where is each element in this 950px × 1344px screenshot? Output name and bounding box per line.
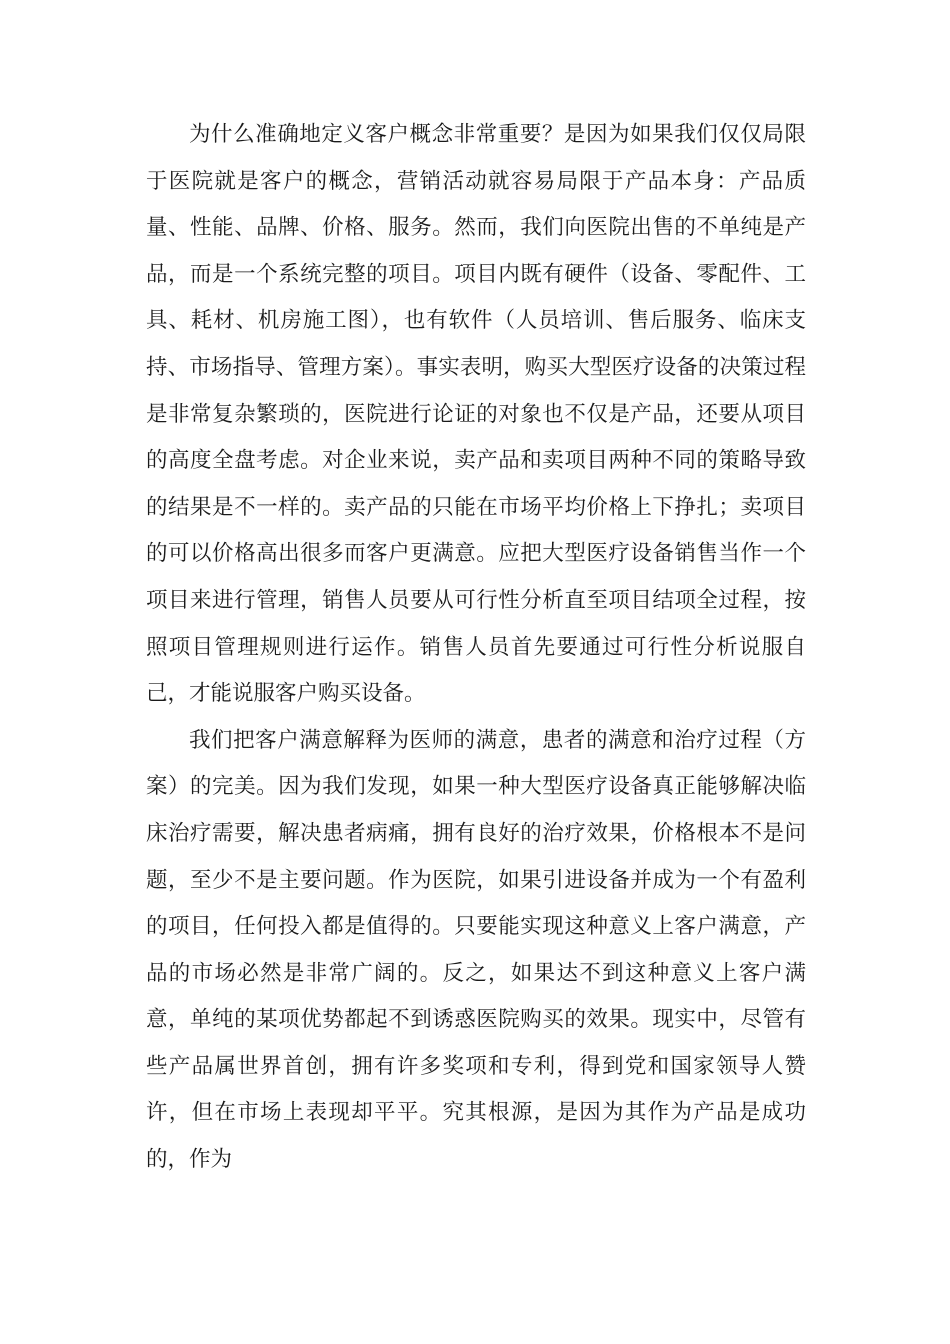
- paragraph-1: 为什么准确地定义客户概念非常重要？是因为如果我们仅仅局限于医院就是客户的概念，营销活动就容易局限于产品本身：产品质量、性能、品牌、价格、服务。然而，我们向医院出售的不单纯是产品，而是一个系统完整的项目。项目内既有硬件（设备、零配件、工具、耗材、机房施工图），也有软件（人员培训、售后服务、临床支持、市场指导、管理方案）。事实表明，购买大型医疗设备的决策过程是非常复杂繁琐的，医院进行论证的对象也不仅是产品，还要从项目的高度全盘考虑。对企业来说，卖产品和卖项目两种不同的策略导致的结果是不一样的。卖产品的只能在市场平均价格上下挣扎；卖项目的可以价格高出很多而客户更满意。应把大型医疗设备销售当作一个项目来进行管理，销售人员要从可行性分析直至项目结项全过程，按照项目管理规则进行运作。销售人员首先要通过可行性分析说服自己，才能说服客户购买设备。: [146, 122, 806, 707]
- document-page: [146, 112, 806, 1184]
- paragraph-2: 我们把客户满意解释为医师的满意，患者的满意和治疗过程（方案）的完美。因为我们发现，如果一种大型医疗设备真正能够解决临床治疗需要，解决患者病痛，拥有良好的治疗效果，价格根本不是问题，至少不是主要问题。作为医院，如果引进设备并成为一个有盈利的项目，任何投入都是值得的。只要能实现这种意义上客户满意，产品的市场必然是非常广阔的。反之，如果达不到这种意义上客户满意，单纯的某项优势都起不到诱惑医院购买的效果。现实中，尽管有些产品属世界首创，拥有许多奖项和专利，得到党和国家领导人赞许，但在市场上表现却平平。究其根源，是因为其作为产品是成功的，作为: [146, 727, 806, 1173]
